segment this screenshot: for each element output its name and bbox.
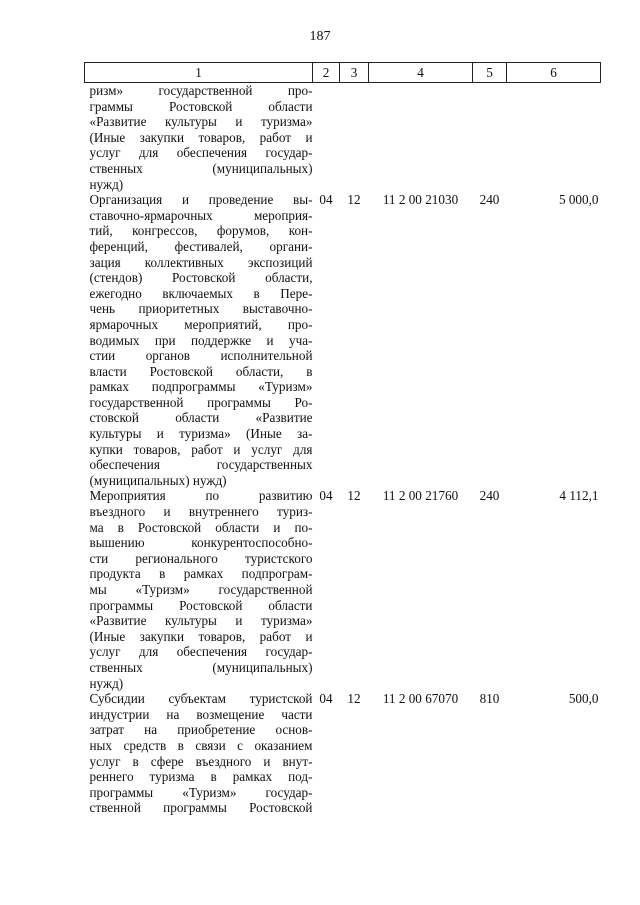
row-section-code: 04 — [319, 488, 333, 504]
description-line: (Иные закупки товаров, работ и — [89, 628, 313, 644]
description-line: водимых при поддержке и уча- — [89, 332, 313, 348]
description-line: власти Ростовской области, в — [89, 363, 313, 379]
row-target-item-code: 11 2 00 21760 — [382, 488, 459, 504]
description-line: затрат на приобретение основ- — [89, 722, 313, 738]
description-line: ма в Ростовской области и по- — [89, 519, 313, 535]
description-line: купки товаров, работ и услуг для — [89, 441, 313, 457]
row-section-code: 04 — [319, 691, 333, 707]
description-line: (стендов) Ростовской области, — [89, 270, 313, 286]
description-line: стовской области «Развитие — [89, 410, 313, 426]
description-line: Организация и проведение вы- — [89, 192, 313, 208]
column-header-1: 1 — [85, 63, 313, 83]
row-expense-type-code: 240 — [479, 488, 500, 504]
description-line: (Иные закупки товаров, работ и — [89, 129, 313, 145]
description-line: Субсидии субъектам туристской — [89, 691, 313, 707]
description-line: ных средств в связи с оказанием — [89, 737, 313, 753]
description-line: граммы Ростовской области — [89, 98, 313, 114]
description-line: ственных (муниципальных) — [89, 659, 313, 675]
column-header-5: 5 — [473, 63, 507, 83]
row-description — [85, 488, 313, 691]
table-row — [85, 83, 601, 193]
description-line: обеспечения государственных — [89, 457, 313, 473]
row-description — [85, 192, 313, 488]
description-line: зация коллективных экспозиций — [89, 254, 313, 270]
column-header-2: 2 — [313, 63, 340, 83]
table-row — [85, 192, 601, 488]
row-description — [85, 83, 313, 193]
description-line: услуг в сфере въездного и внут- — [89, 753, 313, 769]
column-header-4: 4 — [369, 63, 473, 83]
row-subsection-code: 12 — [347, 691, 361, 707]
row-target-item-code — [369, 83, 473, 193]
row-section-code — [313, 83, 340, 193]
description-line: ственных (муниципальных) — [89, 160, 313, 176]
description-line: индустрии на возмещение части — [89, 706, 313, 722]
description-line: вышению конкурентоспособно- — [89, 535, 313, 551]
row-subsection-code — [340, 83, 369, 193]
row-subsection-code: 12 — [347, 192, 361, 208]
row-amount: 5 000,0 — [558, 192, 599, 208]
description-line: услуг для обеспечения государ- — [89, 145, 313, 161]
row-subsection-code: 12 — [347, 488, 361, 504]
description-line: ставочно-ярмарочных мероприя- — [89, 207, 313, 223]
description-line: программы Ростовской области — [89, 597, 313, 613]
description-line: «Развитие культуры и туризма» — [89, 114, 313, 130]
row-amount — [507, 83, 601, 193]
description-line: мы «Туризм» государственной — [89, 582, 313, 597]
description-line: сти регионального туристского — [89, 550, 313, 566]
description-line: (муниципальных) нужд) — [89, 472, 227, 488]
description-line: ственной программы Ростовской — [89, 800, 313, 816]
column-number-header-row — [85, 63, 601, 83]
row-target-item-code: 11 2 00 21030 — [382, 192, 459, 208]
description-line: рамках подпрограммы «Туризм» — [89, 379, 313, 395]
description-line: ференций, фестивалей, органи- — [89, 238, 313, 254]
column-header-3: 3 — [340, 63, 369, 83]
description-line: ярмарочных мероприятий, про- — [89, 316, 313, 332]
description-line: нужд) — [89, 176, 124, 192]
column-header-6: 6 — [507, 63, 601, 83]
row-description — [85, 691, 313, 816]
table-row — [85, 691, 601, 816]
description-line: нужд) — [89, 675, 124, 691]
description-line: стии органов исполнительной — [89, 348, 313, 364]
description-line: услуг для обеспечения государ- — [89, 644, 313, 660]
description-line: чень приоритетных выставочно- — [89, 301, 313, 317]
row-amount: 4 112,1 — [559, 488, 599, 504]
row-expense-type-code — [473, 83, 507, 193]
row-target-item-code: 11 2 00 67070 — [382, 691, 459, 707]
description-line: государственной программы Ро- — [89, 394, 313, 410]
description-line: ежегодно включаемых в Пере- — [89, 285, 313, 301]
row-section-code: 04 — [319, 192, 333, 208]
description-line: реннего туризма в рамках под- — [89, 769, 313, 785]
description-line: тий, конгрессов, форумов, кон- — [89, 223, 313, 239]
row-amount: 500,0 — [568, 691, 599, 707]
row-expense-type-code: 810 — [479, 691, 500, 707]
description-line: ризм» государственной про- — [89, 83, 313, 98]
description-line: Мероприятия по развитию — [89, 488, 313, 504]
description-line: программы «Туризм» государ- — [89, 784, 313, 800]
budget-table — [84, 62, 601, 816]
page-number: 187 — [309, 29, 331, 44]
description-line: въездного и внутреннего туриз- — [89, 504, 313, 520]
row-expense-type-code: 240 — [479, 192, 500, 208]
description-line: продукта в рамках подпрограм- — [89, 566, 313, 582]
description-line: «Развитие культуры и туризма» — [89, 613, 313, 629]
table-row — [85, 488, 601, 691]
description-line: культуры и туризма» (Иные за- — [89, 426, 313, 442]
